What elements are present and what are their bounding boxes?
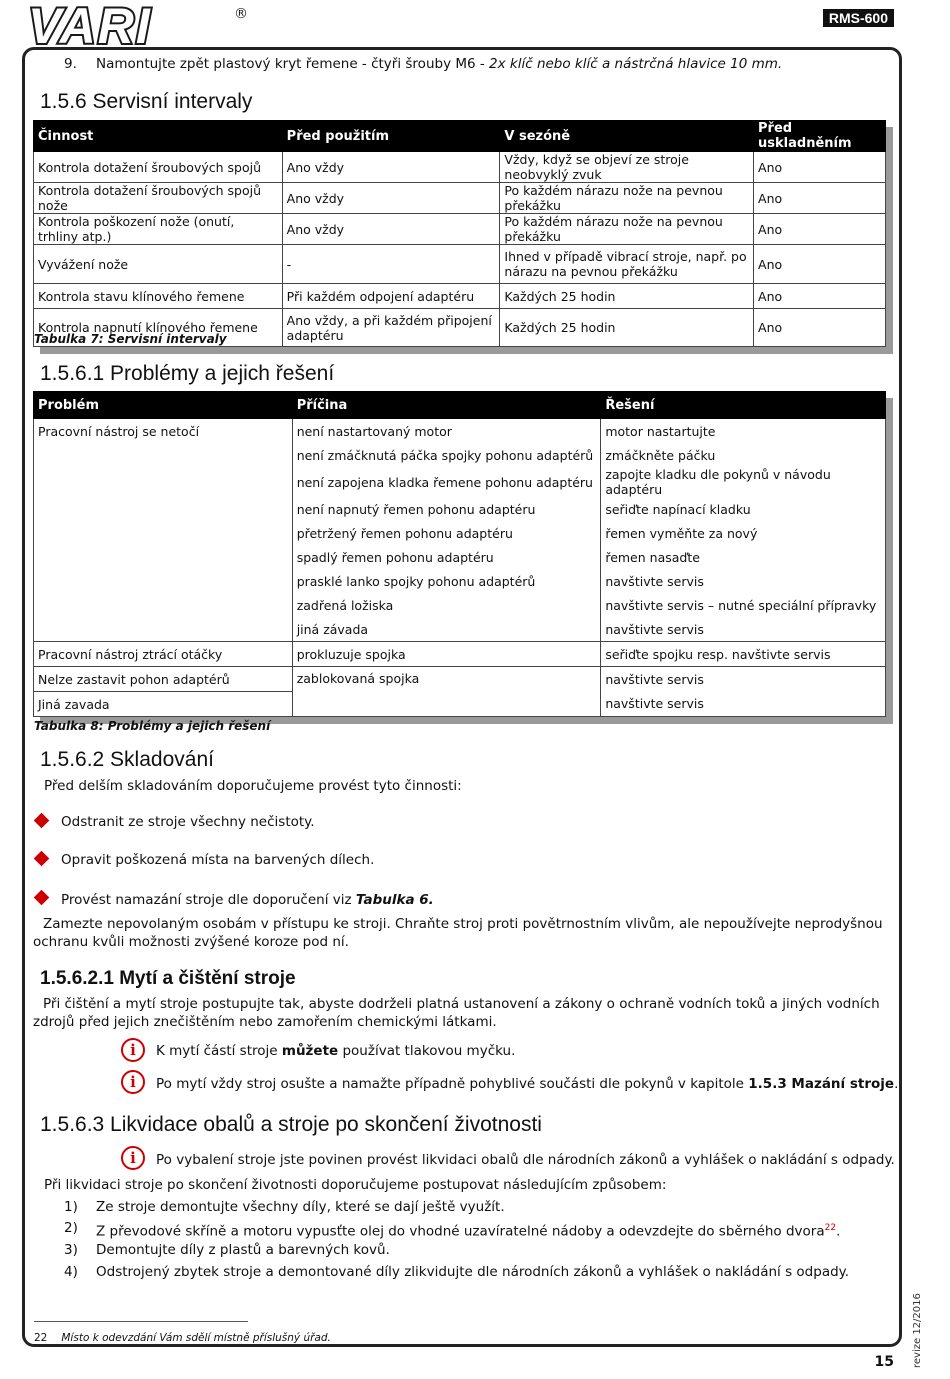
step-text [96, 1219, 840, 1241]
table6-reference: Tabulka 6. [355, 892, 434, 908]
footnote-number: 22 [34, 1332, 48, 1344]
table-row [34, 593, 886, 617]
cause-cell: zablokovaná spojka [292, 667, 601, 717]
cause-cell: není nastartovaný motor [292, 419, 601, 444]
table-row [34, 214, 886, 245]
table-cell: Ano vždy [282, 152, 500, 183]
column-header: Problém [34, 392, 293, 419]
column-header: Před uskladněním [754, 121, 886, 152]
table-cell: Každých 25 hodin [500, 309, 754, 347]
problem-cell [34, 497, 293, 521]
step-text: Ze stroje demontujte všechny díly, které se dají ještě využít. [96, 1199, 505, 1215]
table-cell: Ano [754, 309, 886, 347]
table-header-row [34, 121, 886, 152]
solution-cell: řemen nasaďte [601, 545, 886, 569]
disposal-info: Po vybalení stroje jste povinen provést likvidaci obalů dle národních zákonů a vyhlášek o nakládání s odpady. [156, 1152, 895, 1168]
registered-mark: ® [234, 6, 248, 22]
solution-cell: navštivte servis [601, 667, 886, 692]
table-cell: Ano [754, 245, 886, 284]
step9-body: Namontujte zpět plastový kryt řemene - čtyři šrouby M6 - [96, 56, 490, 72]
table-cell: Ano [754, 183, 886, 214]
solution-cell: motor nastartujte [601, 419, 886, 444]
column-header: Před použitím [282, 121, 500, 152]
table-row [34, 569, 886, 593]
info-icon: i [121, 1146, 145, 1170]
info2-bold: 1.5.3 Mazání stroje [748, 1076, 895, 1092]
table-cell: Každých 25 hodin [500, 284, 754, 309]
info1-bold: můžete [281, 1043, 339, 1059]
step-number: 2) [64, 1220, 78, 1236]
table-cell: Vždy, když se objeví ze stroje neobvyklý zvuk [500, 152, 754, 183]
cause-cell: není zmáčknutá páčka spojky pohonu adaptérů [292, 443, 601, 467]
cause-cell: jiná závada [292, 617, 601, 642]
model-badge: RMS-600 [823, 9, 894, 27]
table-cell: Po každém nárazu nože na pevnou překážku [500, 214, 754, 245]
table-row [34, 521, 886, 545]
washing-info-1 [156, 1042, 515, 1060]
solution-cell: řemen vyměňte za nový [601, 521, 886, 545]
table-row [34, 667, 886, 692]
footnote [34, 1332, 331, 1344]
footnote-text: Místo k odevzdání Vám sdělí místně příslušný úřad. [61, 1332, 331, 1344]
info1-post: používat tlakovou myčku. [338, 1043, 516, 1059]
footnote-ref[interactable]: 22 [824, 1223, 837, 1233]
problem-cell: Pracovní nástroj se netočí [34, 419, 293, 444]
problems-table [33, 391, 886, 717]
table-cell: Ano vždy [282, 183, 500, 214]
info2-pre: Po mytí vždy stroj osušte a namažte případně pohyblivé součásti dle pokynů v kapitole [156, 1076, 749, 1092]
table-cell: Kontrola dotažení šroubových spojů [34, 152, 283, 183]
washing-paragraph: Při čištění a mytí stroje postupujte tak, abyste dodrželi platná ustanovení a zákony o ochraně vodních toků a jiných vodních zdrojů před jejich znečištěním nebo zamořením chemickými látkami. [33, 996, 880, 1030]
solution-cell: navštivte servis – nutné speciální přípravky [601, 593, 886, 617]
solution-cell: navštivte servis [601, 692, 886, 717]
table-row [34, 284, 886, 309]
step-number: 1) [64, 1199, 78, 1215]
problem-cell [34, 545, 293, 569]
info2-post: . [894, 1076, 899, 1092]
table-row [34, 443, 886, 467]
footnote-divider [34, 1321, 248, 1322]
storage-bullet-text: Provést namazání stroje dle doporučení viz [61, 892, 356, 908]
table-cell: Kontrola poškození nože (onutí, trhliny atp.) [34, 214, 283, 245]
table8-caption: Tabulka 8: Problémy a jejich řešení [34, 719, 271, 733]
column-header: Příčina [292, 392, 601, 419]
problem-cell [34, 521, 293, 545]
problem-cell [34, 569, 293, 593]
cause-cell: není napnutý řemen pohonu adaptéru [292, 497, 601, 521]
disposal-intro: Při likvidaci stroje po skončení životnosti doporučujeme postupovat následujícím způsobem: [44, 1177, 667, 1193]
table-row [34, 419, 886, 444]
step-text: Odstrojený zbytek stroje a demontované díly zlikvidujte dle národních zákonů a vyhlášek o nakládání s odpady. [96, 1264, 850, 1280]
vari-logo [28, 0, 258, 54]
table-row [34, 183, 886, 214]
step-text: Demontujte díly z plastů a barevných kovů. [96, 1242, 390, 1258]
section-15621-title: 1.5.6.2.1 Mytí a čištění stroje [40, 968, 296, 989]
table-header-row [34, 392, 886, 419]
step2-end: . [836, 1223, 841, 1240]
problem-cell: Nelze zastavit pohon adaptérů [34, 667, 293, 692]
table-cell: Ano [754, 152, 886, 183]
solution-cell: zmáčkněte páčku [601, 443, 886, 467]
column-header: V sezóně [500, 121, 754, 152]
storage-intro: Před delším skladováním doporučujeme provést tyto činnosti: [44, 778, 462, 794]
table-cell: Po každém nárazu nože na pevnou překážku [500, 183, 754, 214]
info-icon: i [121, 1070, 145, 1094]
info-icon: i [121, 1038, 145, 1062]
problem-cell [34, 467, 293, 497]
solution-cell: navštivte servis [601, 617, 886, 642]
solution-cell: navštivte servis [601, 569, 886, 593]
table-row [34, 617, 886, 642]
page-number: 15 [874, 1354, 894, 1370]
cause-cell: prasklé lanko spojky pohonu adaptérů [292, 569, 601, 593]
solution-cell: seřiďte napínací kladku [601, 497, 886, 521]
table-cell: Kontrola napnutí klínového řemene [34, 309, 283, 347]
solution-cell: seřiďte spojku resp. navštivte servis [601, 642, 886, 667]
problem-cell: Pracovní nástroj ztrácí otáčky [34, 642, 293, 667]
table-cell: - [282, 245, 500, 284]
storage-paragraph: Zamezte nepovolaným osobám v přístupu ke stroji. Chraňte stroj proti povětrnostním vlivům, ale nepoužívejte neprodyšnou ochranu kvůli možnosti zvýšené koroze pod ní. [33, 916, 883, 950]
table-cell: Kontrola stavu klínového řemene [34, 284, 283, 309]
table-row [34, 152, 886, 183]
section-1563-title: 1.5.6.3 Likvidace obalů a stroje po skončení životnosti [40, 1113, 542, 1136]
step2-body: Z převodové skříně a motoru vypusťte olej do vhodné uzavíratelné nádoby a odevzdejte do sběrného dvora [96, 1223, 825, 1240]
table-cell: Ihned v případě vibrací stroje, např. po nárazu na pevnou překážku [500, 245, 754, 284]
table-cell: Kontrola dotažení šroubových spojů nože [34, 183, 283, 214]
table-cell: Vyvážení nože [34, 245, 283, 284]
step9-number: 9. [64, 56, 77, 72]
table-cell: Ano [754, 284, 886, 309]
section-1561-title: 1.5.6.1 Problémy a jejich řešení [40, 362, 335, 385]
table-row [34, 467, 886, 497]
section-1562-title: 1.5.6.2 Skladování [40, 748, 214, 771]
table-row [34, 497, 886, 521]
table-cell: Ano vždy, a při každém připojení adaptéru [282, 309, 500, 347]
problem-cell [34, 443, 293, 467]
column-header: Činnost [34, 121, 283, 152]
cause-cell: přetržený řemen pohonu adaptéru [292, 521, 601, 545]
problem-cell [34, 617, 293, 642]
problem-cell: Jiná zavada [34, 692, 293, 717]
cause-cell: prokluzuje spojka [292, 642, 601, 667]
storage-bullet: Odstranit ze stroje všechny nečistoty. [61, 814, 315, 830]
storage-bullet [61, 891, 434, 909]
cause-cell: spadlý řemen pohonu adaptéru [292, 545, 601, 569]
table-cell: Ano vždy [282, 214, 500, 245]
step9-tools: 2x klíč nebo klíč a nástrčná hlavice 10 mm. [489, 56, 783, 72]
table-row [34, 245, 886, 284]
logo-text: VARI [28, 0, 152, 54]
table-row [34, 545, 886, 569]
step-number: 3) [64, 1242, 78, 1258]
column-header: Řešení [601, 392, 886, 419]
info1-pre: K mytí částí stroje [156, 1043, 282, 1059]
table-cell: Při každém odpojení adaptéru [282, 284, 500, 309]
section-156-title: 1.5.6 Servisní intervaly [40, 90, 253, 113]
table-row [34, 642, 886, 667]
step-number: 4) [64, 1264, 78, 1280]
washing-info-2 [156, 1075, 898, 1093]
step9-text [96, 55, 782, 73]
table-cell: Ano [754, 214, 886, 245]
cause-cell: není zapojena kladka řemene pohonu adaptéru [292, 467, 601, 497]
service-intervals-table [33, 120, 886, 347]
table7-caption: Tabulka 7: Servisní intervaly [34, 332, 227, 346]
solution-cell: zapojte kladku dle pokynů v návodu adaptéru [601, 467, 886, 497]
problem-cell [34, 593, 293, 617]
revision-label: revize 12/2016 [912, 1293, 923, 1368]
cause-cell: zadřená ložiska [292, 593, 601, 617]
storage-bullet: Opravit poškozená místa na barvených dílech. [61, 852, 375, 868]
